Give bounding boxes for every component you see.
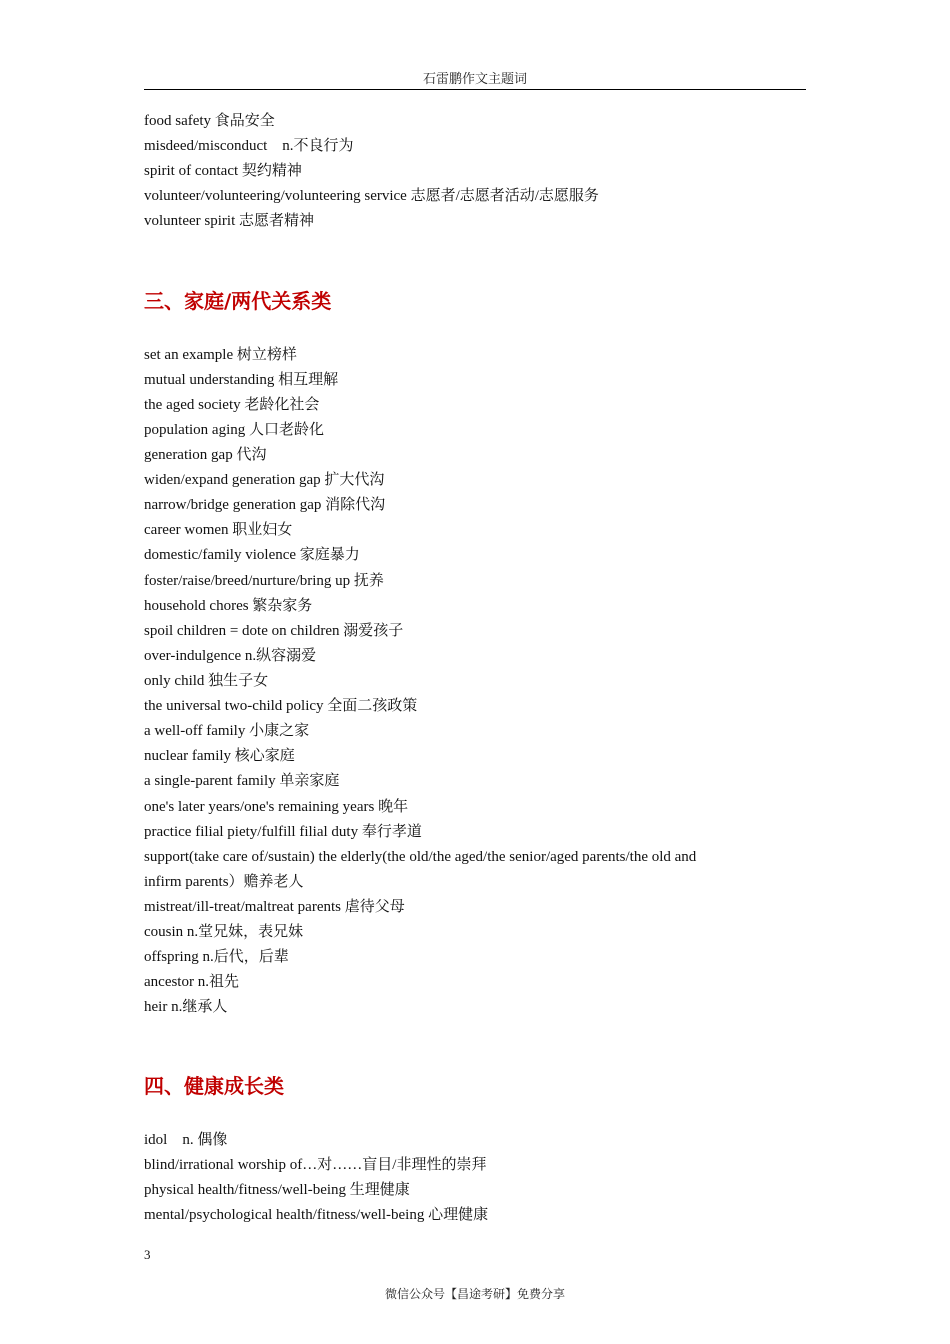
vocab-entry: a single-parent family 单亲家庭	[144, 773, 340, 789]
vocab-entry: foster/raise/breed/nurture/bring up 抚养	[144, 573, 384, 589]
vocab-entry: set an example 树立榜样	[144, 347, 297, 363]
section-heading-health: 四、健康成长类	[144, 1074, 284, 1098]
vocab-entry: mistreat/ill-treat/maltreat parents 虐待父母	[144, 899, 405, 915]
vocab-entry: food safety 食品安全	[144, 113, 275, 129]
vocab-entry: heir n.继承人	[144, 999, 228, 1015]
vocab-entry: volunteer/volunteering/volunteering service 志愿者/志愿者活动/志愿服务	[144, 188, 599, 204]
page-header-title: 石雷鹏作文主题词	[422, 71, 527, 86]
vocab-entry: a well-off family 小康之家	[144, 723, 310, 739]
vocab-entry: mutual understanding 相互理解	[144, 372, 339, 388]
vocab-entry: misdeed/misconduct n.不良行为	[144, 138, 354, 154]
vocab-entry: the universal two-child policy 全面二孩政策	[144, 698, 418, 714]
vocab-entry: career women 职业妇女	[144, 522, 293, 538]
vocab-entry: infirm parents）赡养老人	[144, 874, 304, 890]
vocab-entry: population aging 人口老龄化	[144, 422, 324, 438]
vocab-entry: one's later years/one's remaining years 晚年	[144, 799, 409, 815]
vocab-entry: volunteer spirit 志愿者精神	[144, 213, 314, 229]
vocab-entry: narrow/bridge generation gap 消除代沟	[144, 497, 386, 513]
footer-note: 微信公众号【昌途考研】免费分享	[384, 1287, 565, 1301]
vocab-entry: cousin n.堂兄妹，表兄妹	[144, 924, 304, 940]
vocab-entry: offspring n.后代，后辈	[144, 949, 289, 965]
vocab-entry: spoil children = dote on children 溺爱孩子	[144, 623, 404, 639]
vocab-entry: spirit of contact 契约精神	[144, 163, 302, 179]
vocab-entry: domestic/family violence 家庭暴力	[144, 547, 360, 563]
vocab-entry: widen/expand generation gap 扩大代沟	[144, 472, 385, 488]
vocab-entry: practice filial piety/fulfill filial duty 奉行孝道	[144, 824, 422, 840]
vocab-entry: generation gap 代沟	[144, 447, 267, 463]
vocab-entry: the aged society 老龄化社会	[144, 397, 320, 413]
vocab-entry: over-indulgence n.纵容溺爱	[144, 648, 317, 664]
vocab-entry: support(take care of/sustain) the elderly(the old/the aged/the senior/aged parents/the old and	[144, 849, 697, 865]
vocab-entry: nuclear family 核心家庭	[144, 748, 295, 764]
vocab-entry: only child 独生子女	[144, 673, 269, 689]
section-heading-family: 三、家庭/两代关系类	[144, 289, 332, 313]
vocab-entry: mental/psychological health/fitness/well-being 心理健康	[144, 1207, 489, 1223]
vocab-entry: blind/irrational worship of…对……盲目/非理性的崇拜	[144, 1157, 487, 1173]
header-rule	[144, 89, 806, 90]
vocab-entry: physical health/fitness/well-being 生理健康	[144, 1182, 410, 1198]
vocab-entry: idol n. 偶像	[144, 1132, 228, 1148]
page-number: 3	[144, 1247, 151, 1262]
vocab-entry: ancestor n.祖先	[144, 974, 239, 990]
vocab-entry: household chores 繁杂家务	[144, 598, 313, 614]
